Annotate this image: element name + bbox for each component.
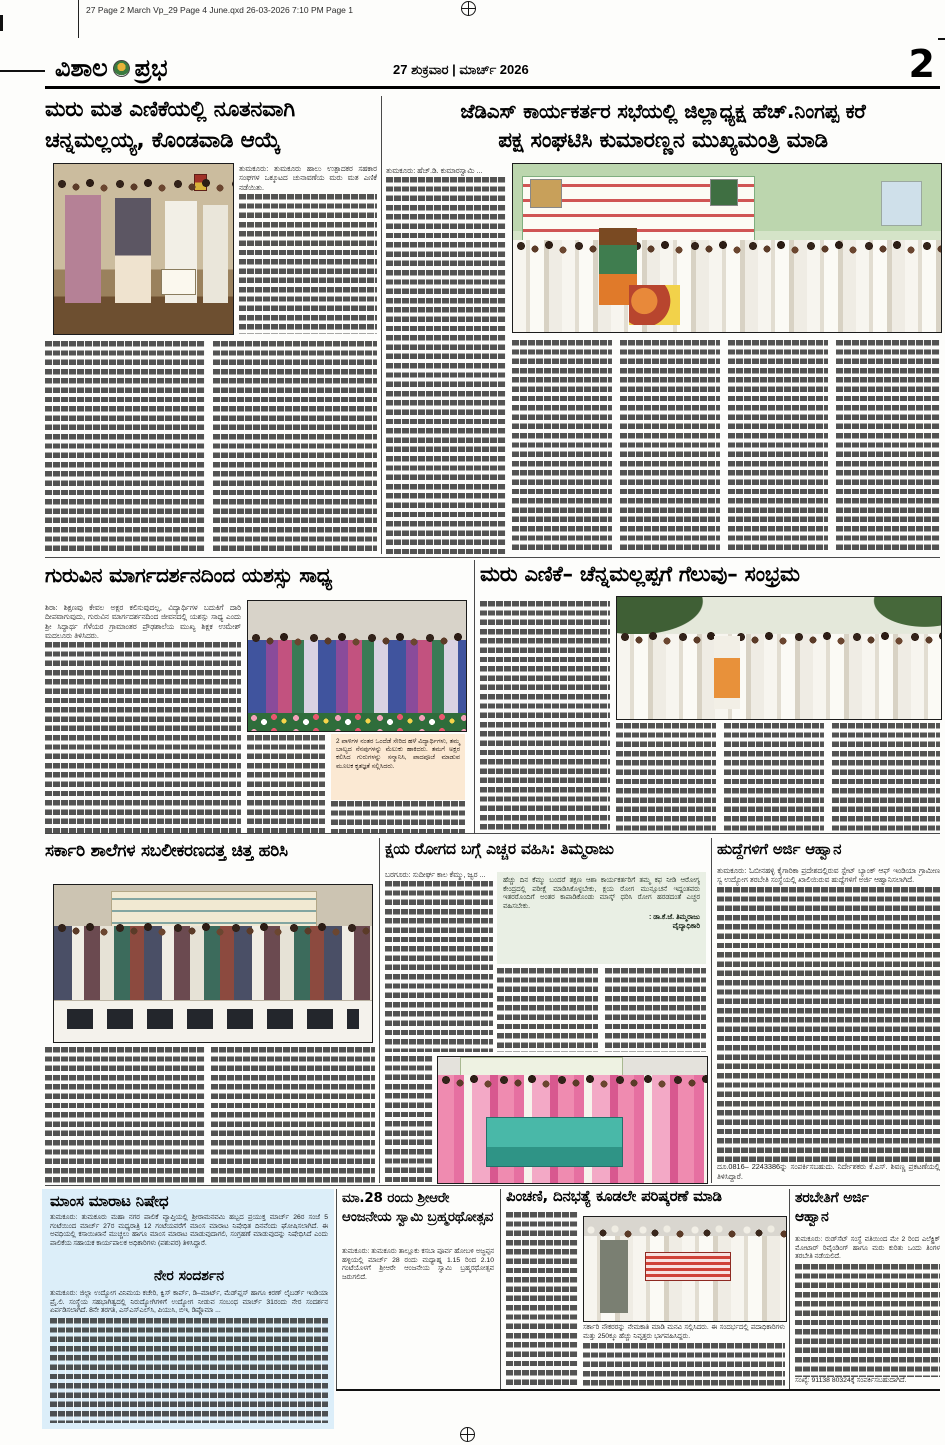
headline-pension-revision: ಪಿಂಚಣಿ, ದಿನಭತ್ಯೆ ಕೂಡಲೇ ಪರಿಷ್ಕರಣೆ ಮಾಡಿ — [506, 1187, 722, 1205]
headline-training-applications — [795, 1189, 940, 1227]
headline-line: ಪಕ್ಷ ಸಂಘಟಿಸಿ ಕುಮಾರಣ್ಣನ ಮುಖ್ಯಮಂತ್ರಿ ಮಾಡಿ — [498, 128, 828, 153]
quote-text: ಹೆಚ್ಚು ದಿನ ಕೆಮ್ಮು ಬಂದರೆ ತಕ್ಷಣ ಆಶಾ ಕಾರ್ಯಕರ್ತರಿಗೆ ತಮ್ಮ ಕಫ ನೀಡಿ ಆರೋಗ್ಯ ಕೇಂದ್ರದಲ್ಲಿ ಪರೀಕ್ಷೆ ಮಾಡಿಸಿಕೊಳ್ಳಬೇಕು, ಕ್ಷಯ ರೋಗ ಮುನ್ಸೂಚನೆ ಇದ್ದಂತವರು ಇತರರೊಂದಿಗೆ ಅಂತರ ಕಾಪಾಡಿಕೊಂಡು ಮಾಸ್ಕ್ ಧರಿಸಿ ರೋಗ ಹರಡದಂತೆ ಎಚ್ಚರ ವಹಿಸಬೇಕು. — [503, 877, 700, 911]
column-divider — [711, 838, 712, 1183]
headline-recount-victory: ಮರು ಎಣಿಕೆ– ಚೆನ್ನಮಲ್ಲಪ್ಪಗೆ ಗೆಲುವು– ಸಂಭ್ರಮ — [480, 562, 800, 586]
article-jds-col-left — [386, 166, 506, 554]
headline-govt-schools: ಸರ್ಕಾರಿ ಶಾಲೆಗಳ ಸಬಲೀಕರಣದತ್ತ ಚಿತ್ತ ಹರಿಸಿ — [45, 841, 288, 861]
meat-ban-body — [50, 1214, 328, 1266]
headline-recount-election — [45, 94, 378, 156]
subhead-walkin-interview: ನೇರ ಸಂದರ್ಶನ — [153, 1268, 225, 1284]
protest-banner — [645, 1252, 732, 1281]
banner-portrait — [530, 179, 562, 208]
article-lead: ತುಮಕೂರು: ರುಡ್‌ಸೆಟ್ ಸಂಸ್ಥೆ ವತಿಯಿಂದ ಮೇ 2 ರಿಂದ ಎಲೆಕ್ಟ್ರಿಕ್ ಮೋಟಾರ್ ರಿವೈಂಡಿಂಗ್ ಹಾಗೂ ಮರು ಕುರಿತು ಒಂದು ತಿಂಗಳ ತರಬೇತಿ ನಡೆಯಲಿದೆ. — [795, 1236, 940, 1261]
article-lead: ತುಮಕೂರು: ಹೆಚ್.ಡಿ. ಕುಮಾರಸ್ವಾಮಿ ... — [386, 166, 483, 175]
pensioners-photo — [583, 1216, 787, 1322]
column-divider — [336, 1189, 337, 1389]
section-rule — [45, 833, 940, 834]
headline-guru-guidance: ಗುರುವಿನ ಮಾರ್ಗದರ್ಶನದಿಂದ ಯಶಸ್ಸು ಸಾಧ್ಯ — [45, 563, 333, 587]
banner-portrait — [710, 179, 738, 206]
alumni-group-photo — [247, 600, 467, 732]
article-contact: ಸಂಖ್ಯೆ: 91138 80324ಕ್ಕೆ ಸಂಪರ್ಕಿಸಬಹುದಾಗಿದೆ. — [795, 1377, 907, 1385]
quote-attribution: : ಡಾ.ಕೆ.ಜೆ. ತಿಮ್ಮರಾಜು — [648, 913, 700, 921]
article-schools-col1 — [45, 1047, 205, 1183]
masthead-word2: ಪ್ರಭ — [134, 54, 168, 82]
column-divider — [474, 560, 475, 833]
article-schools-col2 — [211, 1047, 375, 1183]
registration-mark-bottom — [460, 1427, 475, 1442]
front-speaker — [600, 1240, 628, 1313]
article-jds-col2 — [620, 340, 720, 554]
fruit-basket-icon — [629, 285, 680, 325]
article-body: ಸರ್ಕಾರಿ ನೌಕರರನ್ನು ನೇಮಕಾತಿ ಮಾಡಿ ಮನವಿ ಸಲ್ಲಿಸಿದರು. ಈ ಸಂದರ್ಭದಲ್ಲಿ ಪದಾಧಿಕಾರಿಗಳು ಮತ್ತು 250ಕ್ಕೂ ಹೆಚ್ಚು ನಿವೃತ್ತರು ಭಾಗವಹಿಸಿದ್ದರು. — [583, 1324, 785, 1340]
headline-line: ಮರು ಮತ ಎಣಿಕೆಯಲ್ಲಿ ನೂತನವಾಗಿ — [45, 97, 295, 122]
certificate-icon — [161, 269, 195, 295]
masthead-logo-icon — [113, 60, 130, 77]
article-body: ತುಮಕೂರು: ಜಿಲ್ಲಾ ಉದ್ಯೋಗ ವಿನಿಮಯ ಕಚೇರಿ, ಕ್ವಿಸ್ ಕಾರ್ಪ್, ಡಿ–ಮಾರ್ಟ್, ಮೆಡ್‌ಪ್ಲಸ್ ಹಾಗೂ ಕಿರಣ್ ಲೈಬರ್ಡ್ ಇಂಡಿಯಾ ಪ್ರೈ.ಲಿ. ಸಂಸ್ಥೆಯ ಸಹಭಾಗಿತ್ವದಲ್ಲಿ ನಿರುದ್ಯೋಗಿಗಳಿಗೆ ಉದ್ಯೋಗ ನೀಡುವ ಸಂಬಂಧ ಮಾರ್ಚ್ 31ರಂದು ನೇರ ಸಂದರ್ಶನ ಏರ್ಪಡಿಸಲಾಗಿದೆ. 8ನೇ ತರಗತಿ, ಎಸ್‌ಎಸ್‌ಎಲ್‌ಸಿ, ಪಿಯುಸಿ, ಬಿಇ, ಡಿಪ್ಲೊಮಾ ... — [50, 1290, 328, 1315]
article-recount-col-side — [239, 164, 377, 334]
article-recount-col1 — [45, 341, 205, 554]
pension-col1 — [506, 1212, 578, 1388]
article-jds-col4 — [836, 340, 940, 554]
column-divider — [381, 96, 382, 554]
article-body: ತುಮಕೂರು: ತುಮಕೂರು ಮಹಾ ನಗರ ಪಾಲಿಕೆ ವ್ಯಾಪ್ತಿಯಲ್ಲಿ ಶ್ರೀರಾಮನವಮಿ ಹಬ್ಬದ ಪ್ರಯುಕ್ತ ಮಾರ್ಚ್ 26ರ ಸಂಜೆ 5 ಗಂಟೆಯಿಂದ ಮಾರ್ಚ್ 27ರ ಮಧ್ಯರಾತ್ರಿ 12 ಗಂಟೆಯವರೆಗೆ ಮಾಂಸ ಮಾರಾಟ ನಿಷೇಧಿತ ದಿನವೆಂದು ಘೋಷಿಸಲಾಗಿದೆ. ಈ ಅವಧಿಯಲ್ಲಿ ಕಸಾಯಿಖಾನೆ ಮುಚ್ಚಲು ಹಾಗೂ ಮಾಂಸ ಮಾರಾಟ ಮಾಡುವುದಾಗಲಿ, ಸಂಗ್ರಹಣೆ ಮಾಡುವುದನ್ನು ನಿಷೇಧಿಸಿದೆ ಎಂದು ಪಾಲಿಕೆಯ ಸಹಾಯಕ ಕಾರ್ಯಪಾಲಕ ಅಧಿಕಾರಿಗಳು (ಪಶುಪರ) ತಿಳಿಸಿದ್ದಾರೆ. — [50, 1214, 328, 1247]
headline-tb-awareness: ಕ್ಷಯ ರೋಗದ ಬಗ್ಗೆ ಎಚ್ಚರ ವಹಿಸಿ: ತಿಮ್ಮರಾಜು — [385, 840, 614, 858]
article-guru-col1 — [45, 603, 241, 833]
rathotsava-body — [342, 1248, 494, 1314]
column-divider — [500, 1189, 501, 1389]
laptop-distribution-photo — [53, 884, 373, 1043]
asha-workers-photo — [437, 1056, 708, 1184]
bottom-rule — [336, 1389, 940, 1391]
jds-felicitation-photo — [512, 163, 942, 333]
scan-mark — [0, 15, 3, 31]
headline-line: ತರಬೇತಿಗೆ ಅರ್ಜಿ — [795, 1190, 869, 1206]
headline-line: ಚನ್ನಮಲ್ಲಯ್ಯ, ಕೊಂಡವಾಡಿ ಆಯ್ಕೆ — [45, 128, 281, 153]
masthead-word1: ವಿಶಾಲ — [55, 54, 108, 82]
headline-job-applications: ಹುದ್ದೆಗಳಿಗೆ ಅರ್ಜಿ ಆಹ್ವಾನ — [717, 840, 842, 858]
walkin-interview-body — [50, 1290, 328, 1423]
page-number: 2 — [908, 42, 935, 86]
alumni-caption-box: 2 ಪಾಳಿಗಳ ನಂತರ ಒಂದೆಡೆ ಸೇರಿದ ಹಳೆ ವಿದ್ಯಾರ್ಥಿಗಳು, ತಮ್ಮ ಬಾಲ್ಯದ ನೆನಪುಗಳನ್ನು ಮೆಲುಕು ಹಾಕಿದರು. ತಮಗೆ ಅಕ್ಷರ ಕಲಿಸಿದ ಗುರುಗಳನ್ನು ಸನ್ಮಾನಿಸಿ, ಪಾದಪೂಜೆ ಮಾಡುವ ಮೂಲಕ ಕೃತಜ್ಞತೆ ಸಲ್ಲಿಸಿದರು. — [331, 734, 465, 800]
headline-meat-ban: ಮಾಂಸ ಮಾರಾಟ ನಿಷೇಧ — [50, 1192, 169, 1210]
headline-line: ಆಹ್ವಾನ — [795, 1209, 829, 1225]
print-job-line: 27 Page 2 March Vp_29 Page 4 June.qxd 26-03-2026 7:10 PM Page 1 — [86, 5, 353, 15]
article-victory-col3 — [724, 723, 824, 833]
article-tb-col3 — [605, 968, 706, 1052]
article-tb-col1 — [385, 870, 493, 1052]
article-lead: ತುಮಕೂರು: ತುಮಕೂರು ಹಾಲು ಉತ್ಪಾದಕರ ಸಹಕಾರ ಸಂಘಗಳ ಒಕ್ಕೂಟದ ಚುನಾವಣೆಯ ಮರು ಮತ ಎಣಿಕೆ ನಡೆಯಿತು. — [239, 164, 377, 192]
article-jds-col1 — [512, 340, 612, 554]
masthead-rule — [45, 86, 940, 89]
article-guru-col3 — [331, 801, 465, 833]
section-rule — [45, 557, 940, 558]
column-divider — [789, 1189, 790, 1389]
registration-mark-top — [461, 1, 476, 16]
table-cloth — [486, 1117, 623, 1167]
window — [881, 181, 922, 227]
article-lead: ಶಿರಾ: ಶಿಕ್ಷಣವು ಕೇವಲ ಅಕ್ಷರ ಕಲಿಸುವುದಲ್ಲ, ವಿದ್ಯಾರ್ಥಿಗಳ ಬದುಕಿಗೆ ದಾರಿ ದೀಪವಾಗುವುದು, ಗುರುವಿನ ಮಾರ್ಗದರ್ಶನದಿಂದ ಜೀವನದಲ್ಲಿ ಯಶಸ್ಸು ಸಾಧ್ಯ ಎಂದು ಶ್ರೀ ಸಿದ್ಧಾರ್ಥ ಗೆಳೆಯರ ಗ್ರಾಮಾಂತರ ಪ್ರೌಢಶಾಲೆಯ ಮುಖ್ಯ ಶಿಕ್ಷಕ ಉಮೇಶ್ ಮದಲೂರು ತಿಳಿಸಿದರು. — [45, 603, 241, 640]
article-victory-col1 — [480, 601, 610, 833]
article-jds-col3 — [728, 340, 828, 554]
article-recount-col2 — [213, 341, 377, 554]
article-body: ತುಮಕೂರು: ತುಮಕೂರು ತಾಲ್ಲೂಕು ಕಸಬಾ ಪೂರ್ವ ಹೋಬಳಿ ಅಜ್ಜಪ್ಪನ ಹಳ್ಳಿಯಲ್ಲಿ ಮಾರ್ಚ್ 28 ರಂದು ಮಧ್ಯಾಹ್ನ 1.15 ರಿಂದ 2.10 ಗಂಟೆಯೊಳಗೆ ಶ್ರೀಆರೇ ಆಂಜನೇಯ ಸ್ವಾಮಿ ಬ್ರಹ್ಮರಥೋತ್ಸವ ಜರುಗಲಿದೆ. — [342, 1248, 494, 1281]
pension-body-end — [583, 1324, 785, 1388]
headline-rathotsava: ಮಾ.28 ರಂದು ಶ್ರೀಆರೇ ಆಂಜನೇಯ ಸ್ವಾಮಿ ಬ್ರಹ್ಮರಥೋತ್ಸವ — [342, 1190, 494, 1225]
training-body — [795, 1236, 940, 1388]
left-crop-mark — [0, 70, 45, 72]
article-contact: ದೂ.0816– 2243386ನ್ನು ಸಂಪರ್ಕಿಸಬಹುದು. ನಿರ್ದೇಶಕರು ಕೆ.ಎಸ್. ಶಿವಣ್ಣ ಪ್ರಕಟಣೆಯಲ್ಲಿ ತಿಳಿಸಿದ್ದಾರೆ. — [717, 1162, 940, 1181]
crop-tick — [78, 0, 79, 38]
article-tb-col1-cont — [385, 1056, 433, 1182]
article-victory-col4 — [832, 723, 940, 833]
quote-role: ವೈದ್ಯಾಧಿಕಾರಿ — [672, 922, 700, 930]
garlanded-winner — [714, 636, 740, 709]
column-divider — [379, 838, 380, 1183]
article-lead: ಬರಗೂರು: ಸುದೀರ್ಘ ಕಾಲ ಕೆಮ್ಮು, ಜ್ವರ ... — [385, 870, 486, 879]
masthead-dateline: 27 ಶುಕ್ರವಾರ | ಮಾರ್ಚ್ 2026 — [393, 62, 529, 77]
headline-jds-meeting — [386, 96, 940, 156]
article-guru-col2 — [247, 735, 325, 833]
article-tb-col2 — [497, 968, 598, 1052]
doctor-quote-box — [497, 872, 706, 964]
article-lead: ತುಮಕೂರು: ಓಬೀನಹಳ್ಳಿ ಕೈಗಾರಿಕಾ ಪ್ರದೇಶದಲ್ಲಿರುವ ಸ್ಟೇಟ್ ಬ್ಯಾಂಕ್ ಆಫ್ ಇಂಡಿಯಾ ಗ್ರಾಮೀಣ ಸ್ವ ಉದ್ಯೋಗ ತರಬೇತಿ ಸಂಸ್ಥೆಯಲ್ಲಿ ಖಾಲಿಯಿರುವ ಹುದ್ದೆಗಳಿಗೆ ಅರ್ಜಿ ಆಹ್ವಾನಿಸಲಾಗಿದೆ. — [717, 866, 940, 885]
right-crop-mark — [938, 38, 945, 40]
article-victory-col2 — [616, 723, 716, 833]
masthead-title — [55, 54, 168, 82]
headline-line: ಜೆಡಿಎಸ್ ಕಾರ್ಯಕರ್ತರ ಸಭೆಯಲ್ಲಿ ಜಿಲ್ಲಾಧ್ಯಕ್ಷ ಹೆಚ್.ನಿಂಗಪ್ಪ ಕರೆ — [460, 99, 866, 123]
laptops-row — [67, 1009, 360, 1029]
section-rule — [45, 1185, 940, 1186]
victory-celebration-photo — [616, 596, 942, 720]
award-presentation-photo — [53, 163, 234, 335]
article-jobs-col — [717, 866, 940, 1183]
